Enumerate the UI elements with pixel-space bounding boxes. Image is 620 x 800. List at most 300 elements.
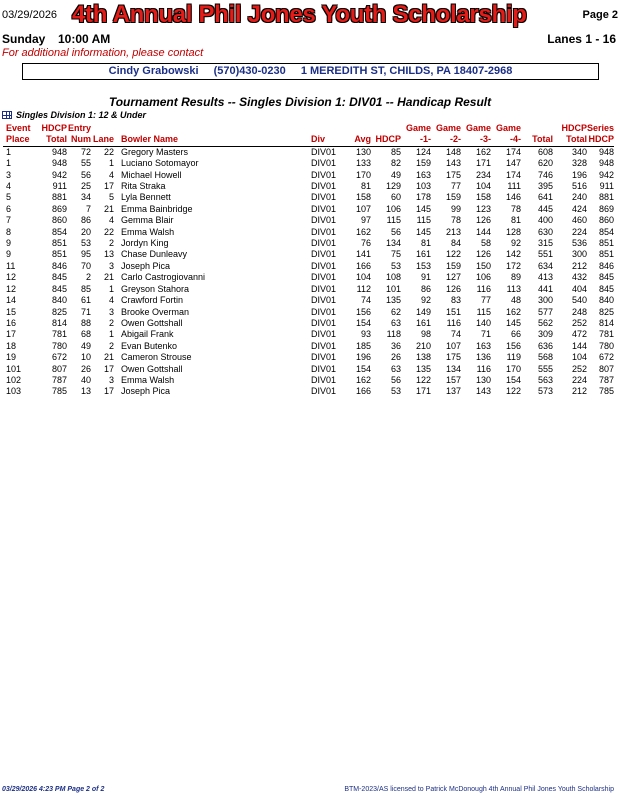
header-series-hdcp-bottom: HDCP [588,134,615,145]
header-div-top [311,123,339,134]
cell-hdcp: 53 [390,260,401,271]
header-avg-bottom: Avg [339,134,371,146]
cell-hdcp: 62 [390,306,401,317]
cell-place: 18 [6,340,17,351]
cell-game-1: 210 [415,340,431,351]
cell-place: 12 [6,283,17,294]
cell-game-1: 163 [415,169,431,180]
header-place-top: Event [6,123,31,133]
cell-hdcp: 129 [385,181,401,192]
cell-total: 309 [537,329,553,340]
cell-game-2: 77 [450,181,461,192]
cell-hdcp: 82 [390,158,401,169]
cell-entry-num: 49 [80,340,91,351]
cell-game-1: 145 [415,203,431,214]
cell-lane: 3 [108,374,114,385]
cell-bowler-name: Greyson Stahora [121,283,190,294]
cell-hdcp-total: 807 [51,363,67,374]
cell-hdcp-total: 851 [51,238,67,249]
cell-game-3: 150 [475,260,491,271]
cell-avg: 130 [355,146,371,157]
cell-hdcp-total-sum: 424 [571,203,587,214]
header-bowler-name-bottom: Bowler Name [114,134,311,146]
cell-bowler-name: Emma Bainbridge [121,203,193,214]
cell-total: 300 [537,295,553,306]
contact-info-note: For additional information, please contact [2,47,204,59]
cell-game-1: 149 [415,306,431,317]
cell-hdcp: 53 [390,386,401,397]
division-subtitle [2,110,146,120]
cell-total: 746 [537,169,553,180]
cell-avg: 185 [355,340,371,351]
cell-entry-num: 72 [80,146,91,157]
cell-hdcp: 115 [386,215,401,226]
cell-lane: 5 [108,192,114,203]
header-row-bottom [3,134,614,146]
cell-game-1: 86 [420,283,431,294]
lanes-range: Lanes 1 - 16 [547,32,616,46]
cell-series-hdcp: 807 [599,363,615,374]
cell-hdcp-total-sum: 516 [571,181,587,192]
cell-game-2: 148 [445,146,461,157]
cell-entry-num: 40 [80,374,91,385]
cell-game-3: 116 [476,363,491,374]
cell-series-hdcp: 860 [599,215,615,226]
cell-hdcp: 118 [386,329,401,340]
table-row [3,307,614,318]
cell-hdcp-total-sum: 212 [571,260,587,271]
cell-div: DIV01 [311,386,337,397]
cell-entry-num: 56 [80,169,91,180]
cell-game-2: 175 [445,169,461,180]
cell-series-hdcp: 845 [599,272,615,283]
cell-game-1: 124 [415,146,431,157]
cell-entry-num: 85 [80,283,91,294]
grid-icon [2,111,12,119]
cell-bowler-name: Michael Howell [121,169,182,180]
cell-game-1: 122 [415,374,431,385]
cell-hdcp-total: 787 [51,374,67,385]
cell-div: DIV01 [311,146,337,157]
cell-total: 630 [537,226,553,237]
cell-bowler-name: Gregory Masters [121,146,189,157]
cell-game-4: 174 [505,169,521,180]
cell-hdcp-total-sum: 460 [571,215,587,226]
cell-game-2: 157 [445,374,461,385]
cell-game-4: 172 [505,260,521,271]
cell-hdcp-total-sum: 240 [571,192,587,203]
header-row-top [3,123,614,134]
cell-game-2: 107 [445,340,461,351]
cell-series-hdcp: 672 [599,352,615,363]
division-label: Singles Division 1: 12 & Under [16,110,147,120]
cell-entry-num: 70 [80,260,91,271]
cell-div: DIV01 [311,169,337,180]
cell-game-3: 71 [480,329,491,340]
cell-series-hdcp: 942 [599,169,615,180]
header-place-bottom: Place [3,134,31,146]
cell-entry-num: 61 [80,295,91,306]
cell-hdcp-total-sum: 196 [571,169,587,180]
cell-lane: 2 [108,340,114,351]
cell-total: 608 [537,146,553,157]
cell-series-hdcp: 845 [599,283,615,294]
session-row [0,32,620,46]
cell-hdcp-total-sum: 432 [571,272,587,283]
cell-bowler-name: Abigail Frank [121,329,174,340]
header-hdcp-top [371,123,401,134]
cell-hdcp: 60 [390,192,401,203]
cell-place: 103 [6,386,22,397]
cell-total: 551 [537,249,553,260]
table-row [3,375,614,386]
cell-game-3: 123 [475,203,491,214]
cell-total: 634 [537,260,553,271]
table-row [3,295,614,306]
cell-lane: 4 [108,215,114,226]
cell-game-4: 147 [505,158,521,169]
cell-entry-num: 88 [80,317,91,328]
cell-hdcp-total-sum: 212 [571,386,587,397]
cell-bowler-name: Jordyn King [121,238,169,249]
cell-place: 8 [6,226,12,237]
cell-hdcp-total: 780 [51,340,67,351]
cell-place: 102 [6,374,22,385]
cell-game-1: 145 [415,226,431,237]
cell-div: DIV01 [311,317,337,328]
table-row [3,341,614,352]
cell-hdcp-total: 911 [52,181,67,192]
cell-avg: 166 [355,386,371,397]
cell-hdcp-total: 851 [51,249,67,260]
header-game-3-top: Game [465,123,491,133]
table-row [3,329,614,340]
cell-bowler-name: Owen Gottshall [121,317,183,328]
cell-lane: 2 [108,238,114,249]
cell-series-hdcp: 851 [599,238,615,249]
cell-place: 12 [6,272,17,283]
cell-place: 17 [6,329,17,340]
cell-bowler-name: Crawford Fortin [121,295,184,306]
cell-avg: 166 [355,260,371,271]
cell-bowler-name: Joseph Pica [121,386,171,397]
cell-div: DIV01 [311,295,337,306]
header-lane-bottom: Lane [92,134,114,145]
cell-place: 3 [6,169,12,180]
header-div-bottom: Div [311,134,339,146]
cell-place: 16 [6,317,17,328]
header-hdcp-total-sum-top: HDCP [561,123,587,133]
cell-game-3: 115 [476,306,491,317]
table-row [3,204,614,215]
cell-game-3: 126 [475,215,491,226]
cell-game-3: 104 [475,181,491,192]
cell-hdcp-total: 845 [51,272,67,283]
cell-game-3: 234 [475,169,491,180]
cell-entry-num: 86 [80,215,91,226]
cell-total: 441 [537,283,553,294]
cell-series-hdcp: 948 [599,146,615,157]
cell-game-1: 159 [415,158,431,169]
cell-entry-num: 26 [80,363,91,374]
cell-game-3: 106 [475,272,491,283]
section-title: Tournament Results -- Singles Division 1: DIV01 -- Handicap Result [108,95,492,109]
table-row [3,272,614,283]
cell-game-4: 48 [510,295,521,306]
contact-address: 1 MEREDITH ST, CHILDS, PA 18407-2968 [300,65,513,77]
table-row [3,364,614,375]
cell-total: 555 [537,363,553,374]
header-game-2-bottom: -2- [431,134,461,146]
cell-lane: 22 [103,226,114,237]
cell-hdcp: 106 [385,203,401,214]
cell-hdcp-total-sum: 536 [571,238,587,249]
cell-game-2: 99 [450,203,461,214]
cell-game-1: 115 [416,215,431,226]
header-total-bottom: Total [521,134,553,146]
cell-place: 101 [6,363,22,374]
cell-game-2: 159 [445,260,461,271]
cell-lane: 17 [103,181,114,192]
cell-game-2: 116 [446,317,461,328]
report-title: 4th Annual Phil Jones Youth Scholarship [72,1,527,28]
cell-avg: 81 [360,181,371,192]
results-table [3,123,614,398]
cell-entry-num: 2 [85,272,91,283]
cell-total: 577 [537,306,553,317]
cell-game-2: 213 [445,226,461,237]
cell-hdcp-total-sum: 300 [571,249,587,260]
cell-game-1: 138 [415,352,431,363]
cell-total: 573 [537,386,553,397]
cell-lane: 21 [103,203,114,214]
cell-avg: 154 [355,363,371,374]
cell-game-3: 143 [475,386,491,397]
cell-game-4: 89 [510,272,521,283]
cell-hdcp: 63 [390,363,401,374]
header-game-4-top: Game [495,123,521,133]
cell-game-4: 78 [510,203,521,214]
cell-hdcp-total-sum: 224 [571,226,587,237]
cell-hdcp: 26 [390,352,401,363]
cell-game-4: 111 [507,181,521,192]
cell-game-4: 92 [510,238,521,249]
cell-entry-num: 20 [80,226,91,237]
cell-game-1: 178 [415,192,431,203]
cell-game-1: 153 [415,260,431,271]
cell-lane: 4 [108,295,114,306]
cell-game-3: 77 [480,295,491,306]
cell-avg: 104 [355,272,371,283]
cell-bowler-name: Gemma Blair [121,215,174,226]
cell-hdcp-total: 869 [51,203,67,214]
cell-div: DIV01 [311,158,337,169]
cell-hdcp-total: 948 [51,158,67,169]
cell-lane: 17 [103,363,114,374]
cell-game-2: 159 [445,192,461,203]
cell-lane: 3 [108,260,114,271]
cell-entry-num: 13 [80,386,91,397]
cell-div: DIV01 [311,238,337,249]
cell-div: DIV01 [311,226,337,237]
cell-avg: 93 [360,329,371,340]
cell-game-4: 81 [510,215,521,226]
cell-game-1: 98 [420,329,431,340]
cell-hdcp-total-sum: 252 [571,317,587,328]
cell-avg: 162 [355,226,371,237]
header-hdcp-bottom: HDCP [371,134,401,146]
cell-game-4: 122 [505,386,521,397]
cell-bowler-name: Luciano Sotomayor [121,158,199,169]
cell-place: 6 [6,203,12,214]
cell-hdcp: 63 [390,317,401,328]
cell-avg: 97 [360,215,371,226]
cell-game-2: 74 [450,329,461,340]
cell-series-hdcp: 881 [599,192,615,203]
table-row [3,352,614,363]
cell-hdcp-total-sum: 248 [571,306,587,317]
header-avg-top [339,123,371,134]
cell-game-2: 137 [445,386,461,397]
cell-avg: 133 [355,158,371,169]
cell-entry-num: 10 [80,352,91,363]
header-hdcp-total-bottom: Total [31,134,67,146]
cell-game-1: 161 [415,249,431,260]
cell-game-3: 162 [475,146,491,157]
table-row [3,284,614,295]
cell-div: DIV01 [311,192,337,203]
footer-license: BTM-2023/AS licensed to Patrick McDonough 4th Annual Phil Jones Youth Scholarship [344,786,614,793]
cell-hdcp: 75 [390,249,401,260]
report-date: 03/29/2026 [2,9,58,21]
table-row [3,181,614,192]
cell-series-hdcp: 840 [599,295,615,306]
cell-game-1: 171 [415,386,431,397]
cell-lane: 3 [108,306,114,317]
cell-hdcp: 56 [390,374,401,385]
cell-bowler-name: Chase Dunleavy [121,249,188,260]
cell-game-3: 171 [475,158,491,169]
cell-hdcp: 36 [390,340,401,351]
cell-total: 315 [537,238,553,249]
cell-total: 641 [537,192,553,203]
cell-game-3: 126 [475,249,491,260]
cell-series-hdcp: 911 [599,181,615,192]
cell-avg: 162 [355,374,371,385]
cell-hdcp: 49 [390,169,401,180]
cell-hdcp-total-sum: 540 [571,295,587,306]
cell-game-4: 174 [505,146,521,157]
contact-name: Cindy Grabowski [108,65,199,77]
cell-hdcp: 134 [385,238,401,249]
cell-place: 19 [6,352,17,363]
cell-hdcp-total: 672 [51,352,67,363]
cell-entry-num: 25 [80,181,91,192]
cell-hdcp-total: 785 [51,386,67,397]
cell-bowler-name: Brooke Overman [121,306,190,317]
cell-hdcp: 108 [385,272,401,283]
cell-series-hdcp: 787 [599,374,615,385]
cell-game-3: 130 [475,374,491,385]
cell-hdcp-total-sum: 104 [571,352,587,363]
table-row [3,158,614,169]
cell-avg: 112 [356,283,371,294]
cell-avg: 158 [355,192,371,203]
cell-game-4: 119 [506,352,521,363]
table-row [3,192,614,203]
cell-game-1: 92 [420,295,431,306]
cell-game-4: 156 [505,340,521,351]
cell-game-4: 128 [505,226,521,237]
cell-place: 5 [6,192,12,203]
session-time: 10:00 AM [58,32,111,46]
header-game-3-bottom: -3- [461,134,491,146]
cell-entry-num: 68 [80,329,91,340]
cell-series-hdcp: 854 [599,226,615,237]
cell-bowler-name: Cameron Strouse [121,352,192,363]
cell-div: DIV01 [311,260,337,271]
cell-avg: 154 [355,317,371,328]
header-total-top [521,123,553,134]
cell-series-hdcp: 780 [599,340,615,351]
cell-entry-num: 55 [80,158,91,169]
cell-hdcp-total: 854 [51,226,67,237]
table-row [3,227,614,238]
cell-entry-num: 71 [80,306,91,317]
cell-place: 1 [6,146,12,157]
cell-hdcp-total-sum: 224 [571,374,587,385]
cell-series-hdcp: 948 [599,158,615,169]
cell-total: 636 [537,340,553,351]
table-row [3,238,614,249]
cell-lane: 1 [108,158,114,169]
cell-total: 400 [537,215,553,226]
cell-hdcp-total: 840 [51,295,67,306]
cell-entry-num: 7 [85,203,91,214]
cell-entry-num: 95 [80,249,91,260]
cell-game-4: 154 [505,374,521,385]
cell-div: DIV01 [311,306,337,317]
cell-hdcp-total: 846 [51,260,67,271]
cell-lane: 21 [103,352,114,363]
cell-total: 445 [537,203,553,214]
cell-lane: 22 [103,146,114,157]
cell-lane: 17 [103,386,114,397]
cell-bowler-name: Lyla Bennett [121,192,171,203]
cell-lane: 21 [103,272,114,283]
cell-game-2: 83 [450,295,461,306]
cell-hdcp-total-sum: 328 [571,158,587,169]
cell-game-4: 162 [505,306,521,317]
cell-div: DIV01 [311,203,337,214]
cell-hdcp-total-sum: 340 [571,146,587,157]
cell-series-hdcp: 785 [599,386,615,397]
cell-div: DIV01 [311,352,337,363]
cell-div: DIV01 [311,283,337,294]
cell-div: DIV01 [311,215,337,226]
cell-game-4: 113 [506,283,521,294]
table-row [3,170,614,181]
cell-avg: 107 [355,203,371,214]
cell-div: DIV01 [311,249,337,260]
cell-hdcp: 56 [390,226,401,237]
cell-game-2: 126 [445,283,461,294]
cell-game-3: 140 [475,317,491,328]
cell-total: 568 [537,352,553,363]
cell-hdcp-total: 781 [51,329,67,340]
cell-total: 563 [537,374,553,385]
header-game-1-bottom: -1- [401,134,431,146]
